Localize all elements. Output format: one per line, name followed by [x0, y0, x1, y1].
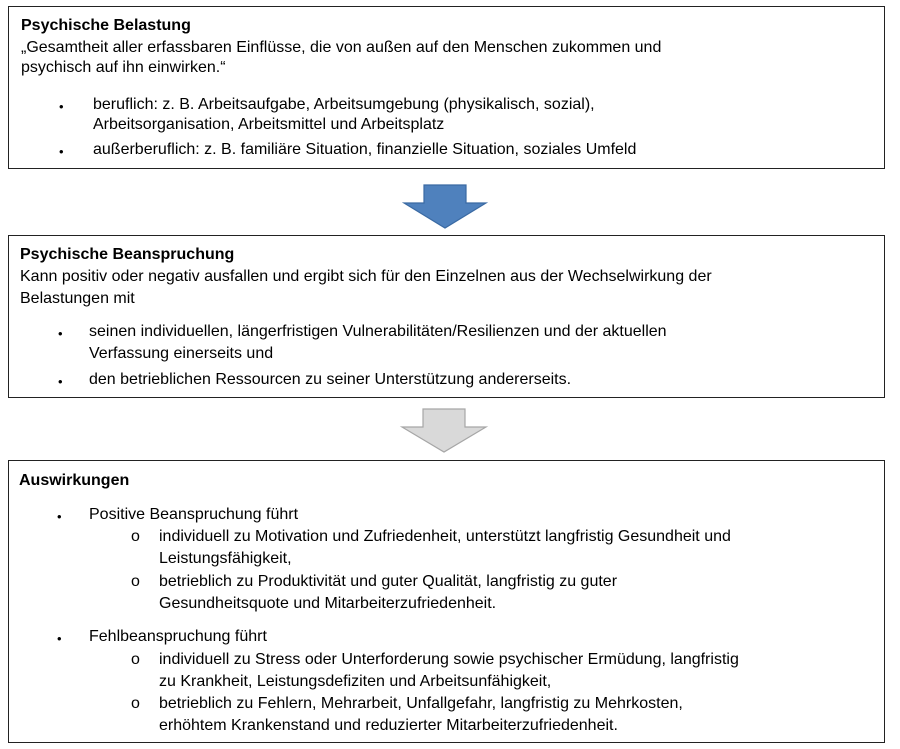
- beanspruchung-intro-line1: Kann positiv oder negativ ausfallen und ergibt sich für den Einzelnen aus der Wechselwirkung der: [20, 268, 712, 285]
- auswirkungen-group-1-item-1-line1: individuell zu Motivation und Zufriedenheit, unterstützt langfristig Gesundheit und: [159, 528, 731, 545]
- belastung-bullet-1-line2: Arbeitsorganisation, Arbeitsmittel und Arbeitsplatz: [93, 116, 445, 133]
- auswirkungen-group-2-item-1-line2: zu Krankheit, Leistungsdefiziten und Arbeitsunfähigkeit,: [159, 673, 552, 690]
- sub-bullet-circle: o: [131, 695, 140, 712]
- auswirkungen-group-2-label: Fehlbeanspruchung führt: [89, 628, 267, 645]
- auswirkungen-group-1-label: Positive Beanspruchung führt: [89, 506, 299, 523]
- auswirkungen-group-2-item-1-line1: individuell zu Stress oder Unterforderung sowie psychischer Ermüdung, langfristig: [159, 651, 739, 668]
- beanspruchung-box: [8, 235, 885, 398]
- belastung-definition-line1: „Gesamtheit aller erfassbaren Einflüsse, die von außen auf den Menschen zukommen und: [21, 39, 662, 56]
- bullet-dot: •: [58, 326, 63, 341]
- belastung-title: Psychische Belastung: [21, 17, 191, 34]
- bullet-dot: •: [59, 99, 64, 114]
- belastung-bullet-1-line1: beruflich: z. B. Arbeitsaufgabe, Arbeitsumgebung (physikalisch, sozial),: [93, 96, 595, 113]
- auswirkungen-group-1-item-2-line1: betrieblich zu Produktivität und guter Qualität, langfristig zu guter: [159, 573, 618, 590]
- auswirkungen-group-1-item-1-line2: Leistungsfähigkeit,: [159, 550, 292, 567]
- auswirkungen-group-1-item-2-line2: Gesundheitsquote und Mitarbeiterzufriedenheit.: [159, 595, 497, 612]
- beanspruchung-bullet-1-line1: seinen individuellen, längerfristigen Vulnerabilitäten/Resilienzen und der aktuellen: [89, 323, 667, 340]
- down-arrow-blue-icon: [400, 183, 490, 231]
- auswirkungen-group-2-item-2-line1: betrieblich zu Fehlern, Mehrarbeit, Unfallgefahr, langfristig zu Mehrkosten,: [159, 695, 683, 712]
- beanspruchung-intro-line2: Belastungen mit: [20, 290, 135, 307]
- down-arrow-grey-icon: [398, 407, 490, 455]
- bullet-dot: •: [57, 509, 62, 524]
- belastung-bullet-2-line1: außerberuflich: z. B. familiäre Situation, finanzielle Situation, soziales Umfeld: [93, 141, 637, 158]
- belastung-box: [8, 6, 885, 169]
- belastung-definition-line2: psychisch auf ihn einwirken.“: [21, 59, 226, 76]
- auswirkungen-box: [8, 460, 885, 743]
- bullet-dot: •: [59, 144, 64, 159]
- bullet-dot: •: [58, 374, 63, 389]
- sub-bullet-circle: o: [131, 528, 140, 545]
- auswirkungen-group-2-item-2-line2: erhöhtem Krankenstand und reduzierter Mitarbeiterzufriedenheit.: [159, 717, 618, 734]
- beanspruchung-bullet-1-line2: Verfassung einerseits und: [89, 345, 274, 362]
- auswirkungen-title: Auswirkungen: [19, 472, 130, 489]
- sub-bullet-circle: o: [131, 651, 140, 668]
- beanspruchung-bullet-2-line1: den betrieblichen Ressourcen zu seiner Unterstützung andererseits.: [89, 371, 572, 388]
- sub-bullet-circle: o: [131, 573, 140, 590]
- beanspruchung-title: Psychische Beanspruchung: [20, 246, 235, 263]
- bullet-dot: •: [57, 631, 62, 646]
